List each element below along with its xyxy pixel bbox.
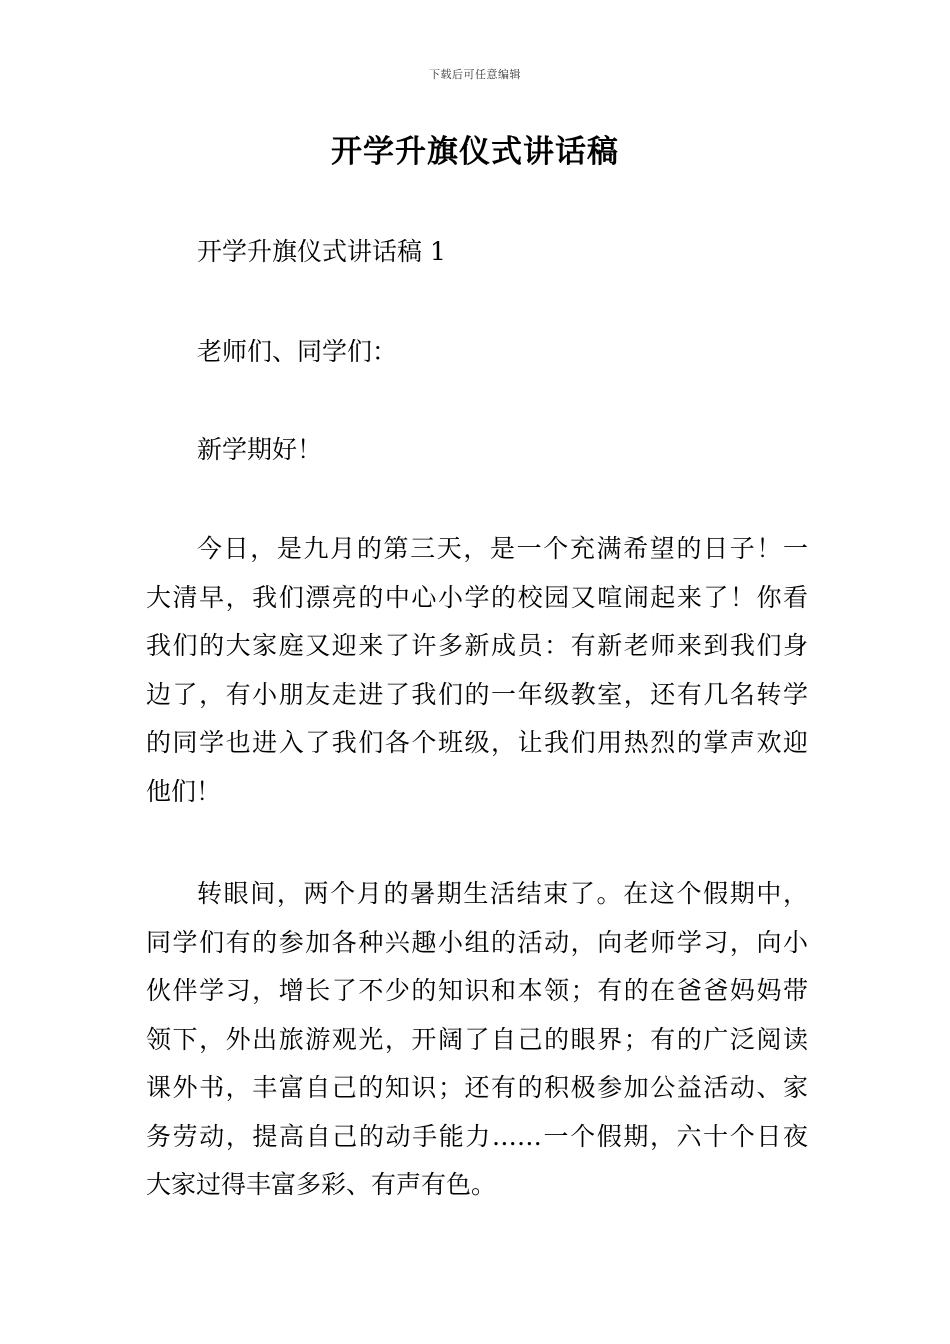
paragraph-line: 务劳动，提高自己的动手能力……一个假期，六十个日夜 bbox=[146, 1121, 808, 1151]
paragraph-line: 我们的大家庭又迎来了许多新成员：有新老师来到我们身 bbox=[146, 631, 808, 660]
paragraph-line: 今日，是九月的第三天，是一个充满希望的日子！一 bbox=[197, 534, 808, 563]
salutation bbox=[146, 328, 808, 377]
paragraph-line: 同学们有的参加各种兴趣小组的活动，向老师学习，向小 bbox=[146, 927, 808, 957]
subtitle-text: 开学升旗仪式讲话稿 1 bbox=[197, 237, 446, 266]
paragraph-line: 课外书，丰富自己的知识；还有的积极参加公益活动、家 bbox=[146, 1073, 808, 1102]
paragraph-line: 边了，有小朋友走进了我们的一年级教室，还有几名转学 bbox=[146, 679, 808, 709]
paragraph-1 bbox=[146, 525, 808, 816]
paragraph-line: 转眼间，两个月的暑期生活结束了。在这个假期中， bbox=[197, 879, 808, 908]
paragraph-line: 的同学也进入了我们各个班级，让我们用热烈的掌声欢迎 bbox=[146, 728, 808, 757]
header-note: 下载后可任意编辑 bbox=[429, 68, 521, 81]
paragraph-2 bbox=[146, 870, 808, 1210]
paragraph-line: 伙伴学习，增长了不少的知识和本领；有的在爸爸妈妈带 bbox=[146, 976, 808, 1005]
paragraph-line: 他们！ bbox=[146, 776, 222, 806]
paragraph-line: 大清早，我们漂亮的中心小学的校园又喧闹起来了！你看 bbox=[146, 582, 808, 612]
section-subtitle bbox=[146, 228, 808, 277]
salutation-text: 老师们、同学们： bbox=[197, 337, 398, 366]
greeting-text: 新学期好！ bbox=[197, 435, 323, 464]
page-title: 开学升旗仪式讲话稿 bbox=[331, 134, 619, 170]
paragraph-line: 领下，外出旅游观光，开阔了自己的眼界；有的广泛阅读 bbox=[146, 1024, 808, 1054]
paragraph-line: 大家过得丰富多彩、有声有色。 bbox=[146, 1170, 497, 1199]
greeting bbox=[146, 426, 808, 475]
